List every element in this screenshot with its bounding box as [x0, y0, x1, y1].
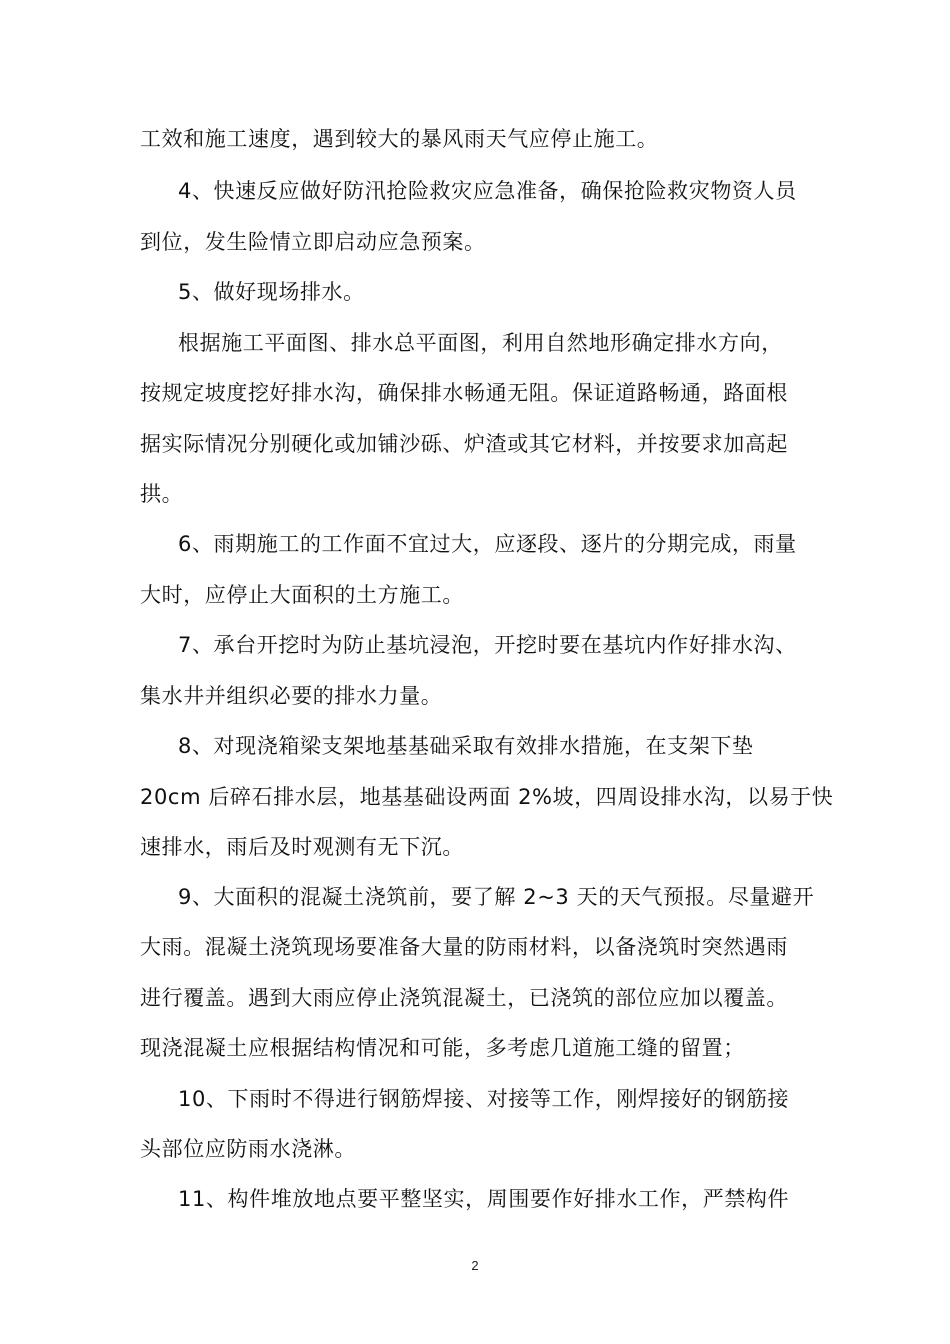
text-line: 进行覆盖。遇到大雨应停止浇筑混凝土，已浇筑的部位应加以覆盖。: [140, 986, 788, 1010]
text-line: 大雨。混凝土浇筑现场要准备大量的防雨材料，以备浇筑时突然遇雨: [140, 935, 788, 959]
text-line: 到位，发生险情立即启动应急预案。: [140, 230, 486, 254]
text-line: 4、快速反应做好防汛抢险救灾应急准备，确保抢险救灾物资人员: [178, 179, 797, 203]
text-line: 10、下雨时不得进行钢筋焊接、对接等工作，刚焊接好的钢筋接: [178, 1087, 790, 1111]
text-line: 工效和施工速度，遇到较大的暴风雨天气应停止施工。: [140, 127, 659, 151]
text-line: 9、大面积的混凝土浇筑前，要了解 2~3 天的天气预报。尽量避开: [178, 885, 815, 909]
text-line: 根据施工平面图、排水总平面图，利用自然地形确定排水方向，: [178, 331, 783, 355]
text-line: 现浇混凝土应根据结构情况和可能，多考虑几道施工缝的留置；: [140, 1036, 745, 1060]
text-line: 速排水，雨后及时观测有无下沉。: [140, 835, 464, 859]
text-line: 拱。: [140, 482, 184, 506]
text-line: 按规定坡度挖好排水沟，确保排水畅通无阻。保证道路畅通，路面根: [140, 381, 788, 405]
text-line: 头部位应防雨水浇淋。: [140, 1137, 356, 1161]
text-line: 6、雨期施工的工作面不宜过大，应逐段、逐片的分期完成，雨量: [178, 532, 797, 556]
text-line: 20cm 后碎石排水层，地基基础设两面 2%坡，四周设排水沟，以易于快: [140, 785, 834, 809]
text-line: 11、构件堆放地点要平整坚实，周围要作好排水工作，严禁构件: [178, 1187, 790, 1211]
text-line: 7、承台开挖时为防止基坑浸泡，开挖时要在基坑内作好排水沟、: [178, 633, 797, 657]
text-line: 大时，应停止大面积的土方施工。: [140, 583, 464, 607]
text-line: 集水井并组织必要的排水力量。: [140, 684, 443, 708]
text-line: 8、对现浇箱梁支架地基基础采取有效排水措施，在支架下垫: [178, 734, 754, 758]
text-line: 据实际情况分别硬化或加铺沙砾、炉渣或其它材料，并按要求加高起: [140, 432, 788, 456]
text-line: 5、做好现场排水。: [178, 280, 365, 304]
page-number: 2: [471, 1258, 479, 1273]
